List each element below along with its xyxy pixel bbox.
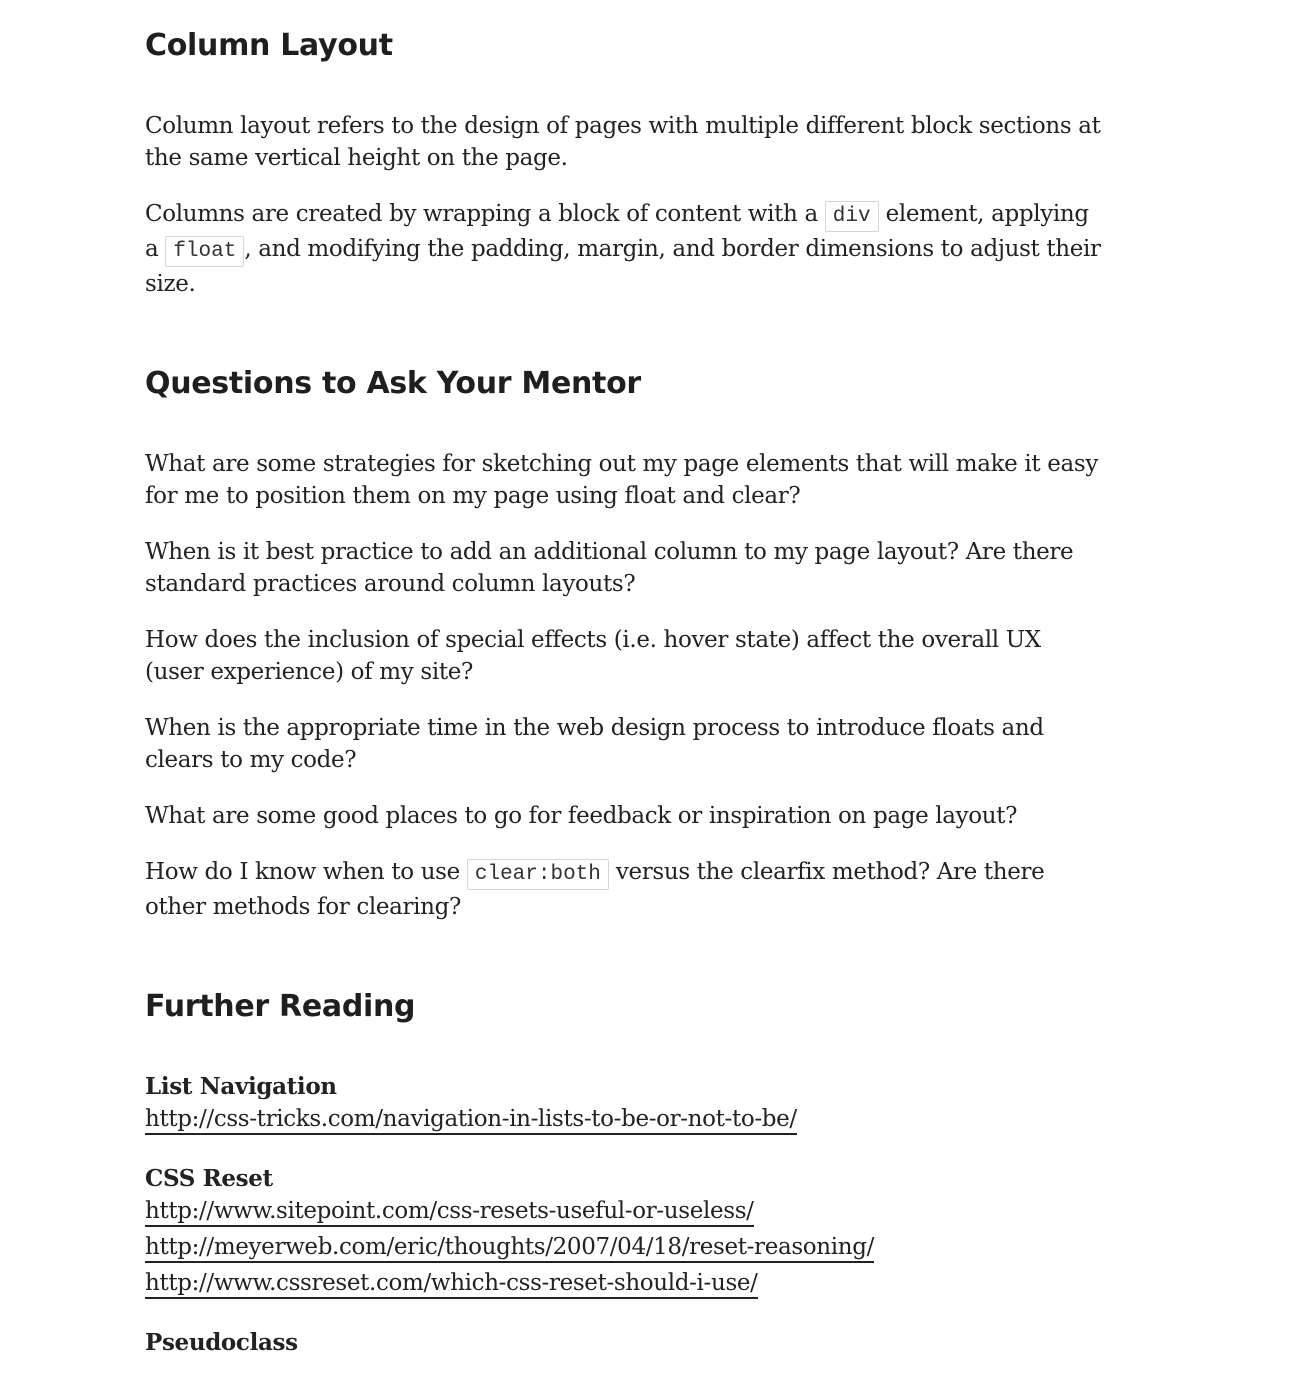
code-float: float [165, 236, 244, 267]
question-4: When is the appropriate time in the web design process to introduce floats and clears to my code? [145, 715, 1044, 773]
column-layout-paragraph-2 [145, 198, 1105, 300]
question-3: How does the inclusion of special effects (i.e. hover state) affect the overall UX (user experience) of my site? [145, 627, 1041, 685]
reading-group-title: List Navigation [145, 1073, 337, 1100]
further-reading-heading: Further Reading [145, 989, 416, 1024]
text-span: Columns are created by wrapping a block of content with a [145, 201, 825, 227]
reading-group-list-navigation [145, 1071, 1105, 1139]
code-div: div [825, 201, 879, 232]
column-layout-paragraph-1: Column layout refers to the design of pages with multiple different block sections at the same vertical height on the page. [145, 113, 1101, 171]
question-2: When is it best practice to add an additional column to my page layout? Are there standard practices around column layouts? [145, 539, 1074, 597]
reading-link[interactable]: http://meyerweb.com/eric/thoughts/2007/04/18/reset-reasoning/ [145, 1233, 874, 1263]
reading-group-title: CSS Reset [145, 1165, 273, 1192]
reading-link[interactable]: http://www.cssreset.com/which-css-reset-should-i-use/ [145, 1269, 758, 1299]
reading-group-css-reset [145, 1163, 1105, 1303]
question-5: What are some good places to go for feedback or inspiration on page layout? [145, 803, 1018, 829]
reading-group-title: Pseudoclass [145, 1329, 298, 1356]
code-clear-both: clear:both [467, 859, 609, 890]
question-1: What are some strategies for sketching out my page elements that will make it easy for me to position them on my page using float and clear? [145, 451, 1098, 509]
question-6 [145, 856, 1105, 923]
article-content [145, 0, 1105, 1383]
questions-heading: Questions to Ask Your Mentor [145, 366, 641, 401]
text-span: versus the clearfix method? Are there other methods for clearing? [145, 859, 1045, 920]
reading-group-pseudoclass [145, 1327, 1105, 1359]
reading-link[interactable]: http://www.sitepoint.com/css-resets-useful-or-useless/ [145, 1197, 754, 1227]
reading-link[interactable]: http://css-tricks.com/navigation-in-lists-to-be-or-not-to-be/ [145, 1105, 797, 1135]
text-span: How do I know when to use [145, 859, 467, 885]
text-span: , and modifying the padding, margin, and border dimensions to adjust their size. [145, 236, 1101, 297]
column-layout-heading: Column Layout [145, 28, 393, 63]
text-span: element, applying a [145, 201, 1089, 262]
